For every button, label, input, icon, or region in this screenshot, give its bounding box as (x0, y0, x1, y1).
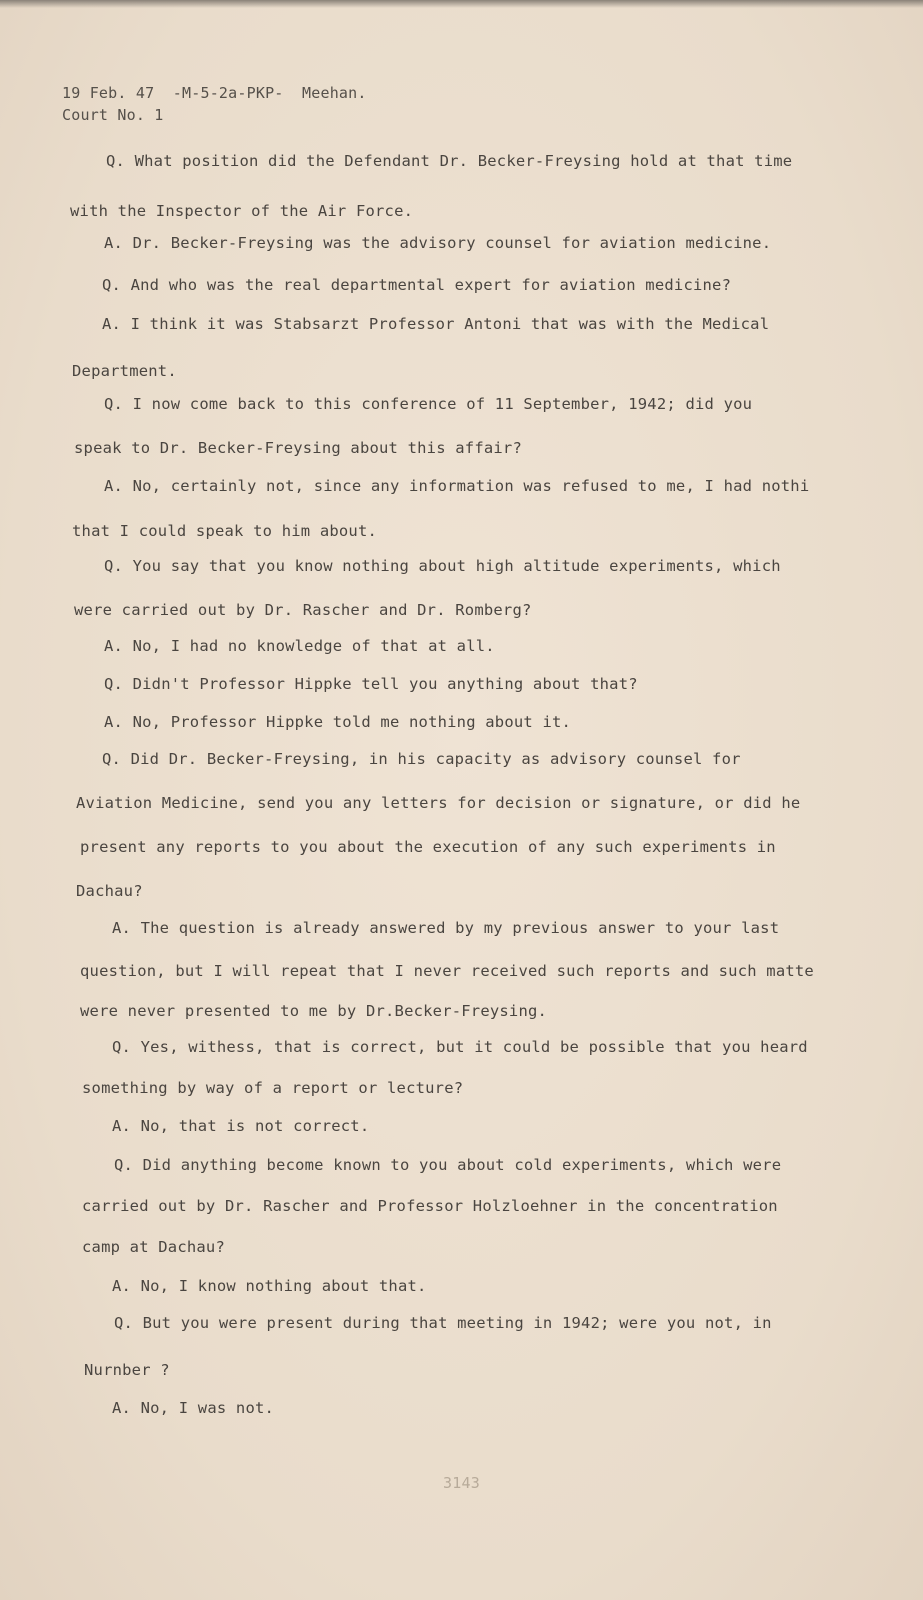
transcript-line: Q. But you were present during that meeting in 1942; were you not, in (114, 1314, 772, 1332)
transcript-line: Nurnber ? (84, 1361, 170, 1379)
transcript-line: Aviation Medicine, send you any letters for decision or signature, or did he (76, 794, 801, 812)
transcript-line: question, but I will repeat that I never received such reports and such matte (80, 962, 814, 980)
transcript-line: Q. Yes, withess, that is correct, but it could be possible that you heard (112, 1038, 808, 1056)
transcript-line: were never presented to me by Dr.Becker-Freysing. (80, 1002, 548, 1020)
transcript-line: speak to Dr. Becker-Freysing about this affair? (74, 439, 522, 457)
transcript-line: Q. What position did the Defendant Dr. Becker-Freysing hold at that time (106, 152, 793, 170)
transcript-line: camp at Dachau? (82, 1238, 225, 1256)
transcript-line: carried out by Dr. Rascher and Professor Holzloehner in the concentration (82, 1197, 778, 1215)
transcript-line: Q. Did Dr. Becker-Freysing, in his capacity as advisory counsel for (102, 750, 741, 768)
transcript-line: A. No, that is not correct. (112, 1117, 370, 1135)
transcript-line: that I could speak to him about. (72, 522, 378, 540)
transcript-line: Q. And who was the real departmental expert for aviation medicine? (102, 276, 732, 294)
transcript-line: something by way of a report or lecture? (82, 1079, 464, 1097)
transcript-line: A. No, I was not. (112, 1399, 275, 1417)
transcript-line: present any reports to you about the execution of any such experiments in (80, 838, 776, 856)
transcript-line: A. Dr. Becker-Freysing was the advisory counsel for aviation medicine. (104, 234, 772, 252)
transcript-line: Q. You say that you know nothing about high altitude experiments, which (104, 557, 781, 575)
transcript-line: Department. (72, 362, 177, 380)
header-court-number: Court No. 1 (62, 106, 164, 124)
document-header (62, 82, 367, 126)
transcript-line: with the Inspector of the Air Force. (70, 202, 414, 220)
transcript-line: A. No, Professor Hippke told me nothing about it. (104, 713, 572, 731)
page-number: 3143 (443, 1474, 480, 1492)
transcript-line: A. I think it was Stabsarzt Professor Antoni that was with the Medical (102, 315, 770, 333)
header-date-reference: 19 Feb. 47 -M-5-2a-PKP- Meehan. (62, 84, 367, 102)
transcript-line: A. No, certainly not, since any information was refused to me, I had nothi (104, 477, 810, 495)
transcript-line: A. No, I know nothing about that. (112, 1277, 427, 1295)
transcript-line: Q. Didn't Professor Hippke tell you anything about that? (104, 675, 638, 693)
transcript-line: A. The question is already answered by my previous answer to your last (112, 919, 780, 937)
transcript-line: Dachau? (76, 882, 143, 900)
transcript-line: Q. I now come back to this conference of 11 September, 1942; did you (104, 395, 753, 413)
transcript-line: Q. Did anything become known to you about cold experiments, which were (114, 1156, 782, 1174)
transcript-line: were carried out by Dr. Rascher and Dr. Romberg? (74, 601, 532, 619)
transcript-line: A. No, I had no knowledge of that at all. (104, 637, 495, 655)
